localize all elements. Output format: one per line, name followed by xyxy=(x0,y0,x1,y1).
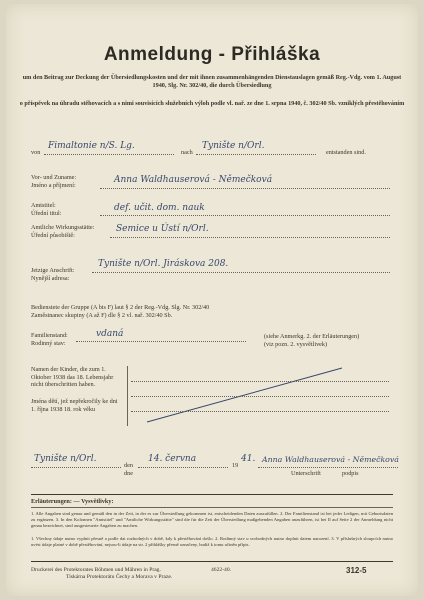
nach-label: nach xyxy=(181,149,193,156)
title-label-cz: Úřední titul: xyxy=(31,210,62,217)
family-label-de: Familienstand: xyxy=(31,332,68,339)
explanations-rule-mid xyxy=(31,507,393,508)
workplace-label-cz: Úřední působiště: xyxy=(31,232,75,239)
nach-value: Tynište n/Orl. xyxy=(202,141,265,151)
family-label-cz: Rodinný stav: xyxy=(31,340,66,347)
family-note-cz: (viz pozn. 2. vysvětlivek) xyxy=(264,341,328,348)
name-value: Anna Waldhauserová - Němečková xyxy=(114,175,273,185)
page-title: Anmeldung - Přihláška xyxy=(103,44,321,65)
family-line xyxy=(76,341,246,342)
date-value: 14. června xyxy=(148,454,197,464)
form-code: 312-5 xyxy=(346,566,367,575)
group-label-cz: Zaměstnanec skupiny (A až F) dle § 2 vl. nař. 302/40 Sb. xyxy=(31,312,173,319)
group-label-de: Bedienstete der Gruppe (A bis F) laut § 2 der Reg.-Vdg. Slg. Nr. 302/40 xyxy=(31,304,210,311)
children-label-de: Namen der Kinder, die zum 1. Oktober 1938 das 18. Lebensjahr nicht überschritten haben. xyxy=(31,366,114,389)
printer-de: Druckerei des Protektorates Böhmen und Mähren in Prag. xyxy=(31,567,161,573)
printer-cz: Tiskárna Protektorátu Čechy a Morava v Praze. xyxy=(66,574,173,580)
von-line xyxy=(44,154,174,155)
children-line-1 xyxy=(131,381,389,382)
explanation-cz: 1. Všechny údaje nutno vyplnit přesně a podle dat rozhodných v době, kdy k přestěhování došlo. 2. Rodinný stav u svobodných nutno doplnit datem narození. 3. V příslušných sloupcích nutno uvést údaje platné v době přestěhování, nejsou-li údaje na str. 2 přihlášky přesně označeny, budiž k tomu učiněn přípis. xyxy=(31,536,393,547)
address-label-de: Jetzige Anschrift: xyxy=(31,267,75,274)
den-label: den xyxy=(124,462,133,469)
year-prefix: 19 xyxy=(232,462,239,469)
children-line-3 xyxy=(131,411,389,412)
explanations-rule-top xyxy=(31,494,393,495)
unterschrift-label: Unterschrift xyxy=(291,470,321,477)
year-value: 41. xyxy=(241,454,256,464)
workplace-label-de: Amtliche Wirkungsstätte: xyxy=(31,224,95,231)
family-value: vdaná xyxy=(96,329,124,339)
explanation-de: 1. Alle Angaben sind genau und gemäß den in der Zeit, in der es zur Übersiedlung gekommen ist, entscheidenden Daten auszufüllen. 2. Der Familienstand ist bei jeder Ledigen, mit Geburtsdaten zu ergänzen. 3. In den Kolonnen "Amtstitel" und "Amtliche Wirkungsstätte" sind die für die Zeit der Übersiedlung maßgebenden Angaben anzuführen, ist bei II auf Seite 2 der Anmeldung nicht genau bezeichnet, sind ausgesteuerte Angaben zu machen. xyxy=(31,511,393,528)
children-label-cz: Jména dětí, jež nepřekročily ke dni 1. října 1938 18. rok věku xyxy=(31,398,118,413)
podpis-label: podpis xyxy=(342,470,359,477)
place-value: Tynište n/Orl. xyxy=(34,454,97,464)
address-label-cz: Nynější adresa: xyxy=(31,275,70,282)
workplace-line xyxy=(110,237,390,238)
children-box xyxy=(31,366,391,426)
name-label-cz: Jméno a příjmení: xyxy=(31,182,76,189)
intro-czech: o příspěvek na úhradu stěhovacích a s nimi souvisících služebních výloh podle vl. nař. ze dne 1. srpna 1940, č. 302/40 Sb. vzniklých přestěhováním xyxy=(19,100,405,107)
name-line xyxy=(100,188,390,189)
name-label-de: Vor- und Zuname: xyxy=(31,174,77,181)
children-line-2 xyxy=(131,396,389,397)
title-line xyxy=(100,215,390,216)
place-line xyxy=(31,467,121,468)
von-label: von xyxy=(31,149,41,156)
nach-line xyxy=(196,154,316,155)
title-label-de: Amtstitel: xyxy=(31,202,56,209)
von-value: Fimaltonie n/S. Lg. xyxy=(48,141,135,151)
signature-line xyxy=(258,467,398,468)
explanations-rule-bottom xyxy=(31,561,393,562)
date-line xyxy=(138,467,228,468)
dne-label: dne xyxy=(124,470,133,477)
entstanden-label: entstanden sind. xyxy=(326,149,366,156)
address-value: Tynište n/Orl. Jiráskova 208. xyxy=(98,259,229,269)
form-number: 4622-40. xyxy=(211,567,232,573)
explanations-heading: Erläuterungen: — Vysvětlivky: xyxy=(31,498,114,505)
address-line xyxy=(92,272,390,273)
title-value: def. učit. dom. nauk xyxy=(114,203,205,213)
signature-value: Anna Waldhauserová - Němečková xyxy=(262,455,399,464)
workplace-value: Semice u Ústí n/Orl. xyxy=(116,224,209,234)
family-note-de: (siehe Anmerkg. 2. der Erläuterungen) xyxy=(264,333,360,340)
document-page xyxy=(6,4,418,596)
intro-german: um den Beitrag zur Deckung der Übersiedlungskosten und der mit ihnen zusammenhängenden Dienstauslagen gemäß Reg.-Vdg. vom 1. August 1940, Slg. Nr. 302/40, die durch Übersiedlung xyxy=(22,74,402,90)
